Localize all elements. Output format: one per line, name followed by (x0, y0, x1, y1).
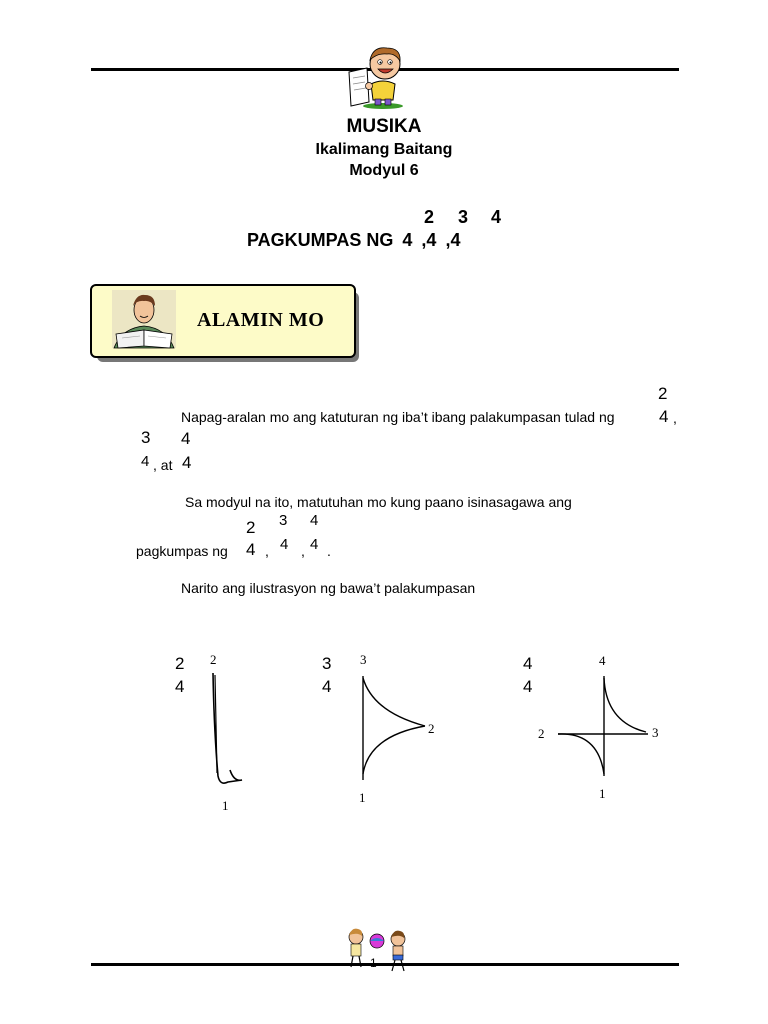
p2-denominator-2: 4 (280, 536, 289, 553)
diagram-1-sig-bottom: 4 (175, 677, 185, 696)
diagram-3-conducting-pattern (552, 672, 656, 780)
p1-numerator: 2 (658, 384, 668, 403)
diagram-3-beat-right: 3 (652, 725, 659, 740)
topic-separator-1: , (421, 230, 427, 250)
module-label: Modyul 6 (349, 162, 419, 179)
line3-denominator-2: 4 (182, 453, 192, 472)
kids-playing-ball-icon (344, 925, 412, 977)
topic-denominator-1: 4 (402, 230, 413, 250)
paragraph-3: Narito ang ilustrasyon ng bawa’t palakumpasan (181, 580, 476, 596)
p2-numerator-2: 3 (279, 512, 288, 529)
diagram-2-beat-bottom: 1 (359, 790, 366, 805)
diagram-3-sig-bottom: 4 (523, 677, 533, 696)
topic-label: PAGKUMPAS NG (247, 230, 394, 250)
paragraph-1: Napag-aralan mo ang katuturan ng iba’t ibang palakumpasan tulad ng (181, 409, 615, 425)
p2-denominator-3: 4 (310, 536, 319, 553)
diagram-2-conducting-pattern (355, 672, 435, 784)
diagram-1-sig-top: 2 (175, 654, 185, 673)
diagram-3-beat-bottom: 1 (599, 786, 606, 801)
diagram-1-conducting-pattern (200, 670, 250, 790)
topic-separator-2: , (445, 230, 451, 250)
topic-denominator-2: 4 (426, 230, 437, 250)
p2-comma-2: , (301, 543, 305, 559)
topic-numerator-3: 4 (491, 207, 502, 227)
diagram-3-beat-top: 4 (599, 653, 606, 668)
topic-numerator-1: 2 (424, 207, 435, 227)
diagram-2-beat-right: 2 (428, 721, 435, 736)
p1-comma: , (673, 410, 677, 426)
p2-comma-1: , (265, 543, 269, 559)
diagram-2-sig-top: 3 (322, 654, 332, 673)
page-title: MUSIKA (346, 116, 422, 137)
paragraph-2b: pagkumpas ng (136, 543, 228, 559)
diagram-2-beat-top: 3 (360, 652, 367, 667)
grade-label: Ikalimang Baitang (315, 141, 453, 158)
page-number: 1 (370, 956, 377, 970)
topic-numerator-2: 3 (458, 207, 469, 227)
p1-denominator: 4 (659, 407, 669, 426)
topic-heading (247, 230, 460, 251)
line2-numerator-2: 4 (181, 429, 191, 448)
line3-denominator-1: 4 (141, 453, 150, 470)
line2-numerator-1: 3 (141, 428, 151, 447)
diagram-3-sig-top: 4 (523, 654, 533, 673)
p2-denominator-1: 4 (246, 540, 256, 559)
diagram-2-sig-bottom: 4 (322, 677, 332, 696)
p2-numerator-3: 4 (310, 512, 319, 529)
banner-label: ALAMIN MO (197, 309, 325, 331)
diagram-3-beat-left: 2 (538, 726, 545, 741)
bottom-rule (91, 963, 679, 966)
paragraph-2: Sa modyul na ito, matutuhan mo kung paano isinasagawa ang (185, 494, 572, 510)
boy-reading-paper-icon (343, 44, 407, 110)
person-reading-book-icon (104, 290, 180, 350)
p2-period: . (327, 543, 331, 559)
line3-at: , at (153, 457, 173, 473)
p2-numerator-1: 2 (246, 518, 256, 537)
diagram-1-beat-bottom: 1 (222, 798, 229, 813)
diagram-1-beat-top: 2 (210, 652, 217, 667)
topic-denominator-3: 4 (450, 230, 461, 250)
